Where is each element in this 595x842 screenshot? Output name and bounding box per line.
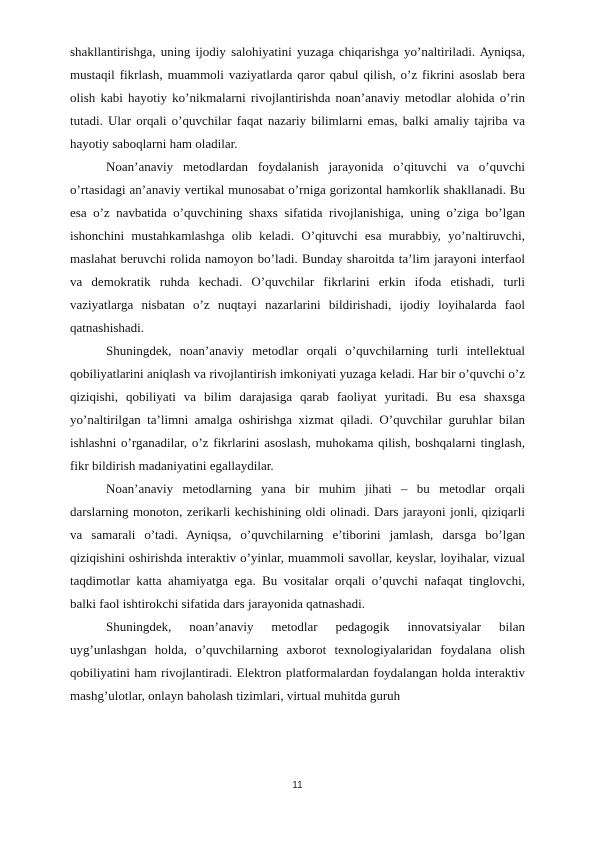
paragraph: Noan’anaviy metodlardan foydalanish jarayonida o’qituvchi va o’quvchi o’rtasidagi an’anaviy vertikal munosabat o’rniga gorizontal hamkorlik shakllanadi. Bu esa o’z navbatida o’quvchining shaxs sifatida rivojlanishiga, uning o’ziga bo’lgan ishonchini mustahkamlashga olib keladi. O’qituvchi esa murabbiy, yo’naltiruvchi, maslahat beruvchi rolida namoyon bo’ladi. Bunday sharoitda ta’lim jarayoni interfaol va demokratik ruhda kechadi. O’quvchilar fikrlarini erkin ifoda etishadi, turli vaziyatlarga nisbatan o’z nuqtayi nazarlarini bildirishadi, ijodiy loyihalarda faol qatnashishadi.	[70, 159, 525, 335]
body-text	[70, 40, 525, 707]
page-number: 11	[292, 780, 303, 791]
paragraph: Shuningdek, noan’anaviy metodlar pedagogik innovatsiyalar bilan uyg’unlashgan holda, o’quvchilarning axborot texnologiyalaridan foydalana olish qobiliyatini ham rivojlantiradi. Elektron platformalardan foydalangan holda interaktiv mashg’ulotlar, onlayn baholash tizimlari, virtual muhitda guruh	[70, 619, 525, 703]
paragraph: Shuningdek, noan’anaviy metodlar orqali o’quvchilarning turli intellektual qobiliyatlarini aniqlash va rivojlantirish imkoniyati yuzaga keladi. Har bir o’quvchi o’z qiziqishi, qobiliyati va bilim darajasiga qarab faoliyat yuritadi. Bu esa shaxsga yo’naltirilgan ta’limni amalga oshirishga xizmat qiladi. O’quvchilar guruhlar bilan ishlashni o’rganadilar, o’z fikrlarini asoslash, muhokama qilish, boshqalarni tinglash, fikr bildirish madaniyatini egallaydilar.	[70, 343, 525, 473]
paragraph: Noan’anaviy metodlarning yana bir muhim jihati – bu metodlar orqali darslarning monoton, zerikarli kechishining oldi olinadi. Dars jarayoni jonli, qiziqarli va samarali o’tadi. Ayniqsa, o’quvchilarning e’tiborini jamlash, darsga bo’lgan qiziqishini oshirishda interaktiv o’yinlar, muammoli savollar, keyslar, loyihalar, vizual taqdimotlar katta ahamiyatga ega. Bu vositalar orqali o’quvchi nafaqat tinglovchi, balki faol ishtirokchi sifatida dars jarayonida qatnashadi.	[70, 481, 525, 611]
paragraph-continuation: shakllantirishga, uning ijodiy salohiyatini yuzaga chiqarishga yo’naltiriladi. Ayniqsa, mustaqil fikrlash, muammoli vaziyatlarda qaror qabul qilish, o’z fikrini asoslab bera olish kabi hayotiy ko’nikmalarni rivojlantirishda noan’anaviy metodlar alohida o’rin tutadi. Ular orqali o’quvchilar faqat nazariy bilimlarni emas, balki amaliy tajriba va hayotiy saboqlarni ham oladilar.	[70, 44, 525, 151]
